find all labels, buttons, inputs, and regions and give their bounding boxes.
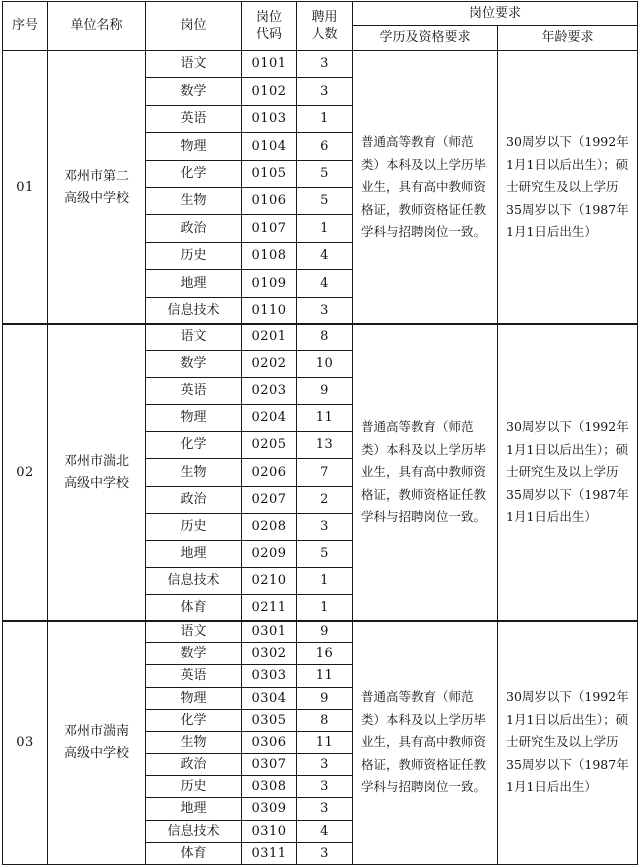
- position-code-cell: [241, 132, 297, 161]
- position-cell: [145, 323, 242, 351]
- hire-count-cell: [296, 620, 353, 643]
- unit-name-line1: 邓州市湍南: [63, 723, 129, 739]
- position-name: 英语: [180, 668, 207, 683]
- hire-count: 3: [320, 83, 329, 99]
- position-cell: [145, 431, 242, 459]
- position-cell: [145, 594, 242, 622]
- position-name: 物理: [180, 410, 207, 425]
- position-cell: [145, 105, 242, 133]
- position-code-cell: [241, 160, 297, 188]
- unit-name-line2: 高级中学校: [63, 475, 129, 491]
- hire-count: 13: [315, 437, 334, 452]
- position-code: 0210: [251, 573, 287, 588]
- position-code-cell: [241, 214, 297, 243]
- hire-count: 11: [315, 668, 334, 683]
- hire-count: 1: [320, 600, 329, 615]
- position-name: 体育: [180, 845, 207, 861]
- position-name: 政治: [180, 492, 207, 507]
- hire-count-cell: [296, 820, 353, 843]
- position-code-cell: [241, 709, 297, 732]
- hire-count: 4: [320, 823, 329, 839]
- hire-count-cell: [296, 377, 353, 405]
- position-code: 0308: [251, 778, 287, 794]
- unit-name-line1: 邓州市第二: [63, 168, 129, 184]
- position-code-cell: [241, 297, 297, 325]
- position-name: 信息技术: [167, 573, 220, 588]
- position-code-cell: [241, 687, 297, 710]
- position-cell: [145, 77, 242, 106]
- hire-count-cell: [296, 486, 353, 514]
- hire-count-cell: [296, 350, 353, 378]
- seq-number: 01: [16, 179, 34, 195]
- position-code-cell: [241, 797, 297, 821]
- position-code: 0203: [251, 383, 287, 398]
- position-code: 0201: [251, 329, 287, 344]
- position-name: 数学: [180, 645, 207, 661]
- position-code-cell: [241, 458, 297, 487]
- position-name: 化学: [180, 166, 207, 181]
- position-code: 0301: [251, 623, 287, 639]
- hire-count-cell: [296, 458, 353, 487]
- hire-count: 3: [320, 778, 329, 794]
- hire-count-cell: [296, 567, 353, 595]
- position-cell: [145, 775, 242, 798]
- hire-count: 3: [320, 801, 329, 816]
- position-cell: [145, 50, 242, 78]
- position-name: 政治: [180, 756, 207, 772]
- hire-count-cell: [296, 513, 353, 541]
- age-requirement: [497, 323, 638, 622]
- hire-count-cell: [296, 323, 353, 351]
- hire-count: 1: [320, 220, 329, 236]
- position-code: 0303: [251, 668, 287, 683]
- position-name: 地理: [180, 546, 207, 561]
- position-name: 历史: [180, 248, 207, 263]
- position-code: 0304: [251, 690, 287, 706]
- hire-count-cell: [296, 431, 353, 459]
- position-cell: [145, 297, 242, 325]
- position-code-cell: [241, 775, 297, 798]
- header-count: 聘用 人数: [296, 1, 353, 51]
- position-code-cell: [241, 664, 297, 688]
- position-cell: [145, 404, 242, 432]
- position-code: 0104: [251, 138, 287, 154]
- hire-count-cell: [296, 775, 353, 798]
- hire-count: 9: [320, 383, 329, 398]
- hire-count-cell: [296, 687, 353, 710]
- hire-count-cell: [296, 269, 353, 298]
- position-code-cell: [241, 620, 297, 643]
- hire-count: 6: [320, 138, 329, 154]
- position-code-cell: [241, 486, 297, 514]
- unit-name-line2: 高级中学校: [63, 190, 129, 206]
- position-name: 生物: [180, 464, 207, 480]
- hire-count: 9: [320, 690, 329, 706]
- position-code-cell: [241, 242, 297, 270]
- hire-count-cell: [296, 214, 353, 243]
- education-requirement: [352, 50, 498, 325]
- position-cell: [145, 797, 242, 821]
- hire-count: 7: [320, 464, 329, 480]
- position-code: 0305: [251, 712, 287, 728]
- education-requirement: [352, 323, 498, 622]
- age-text: 30周岁以下（1992年1月1日以后出生）；硕士研究生及以上学历35周岁以下（1987年1月1日后出生）: [506, 419, 629, 525]
- position-code-cell: [241, 350, 297, 378]
- position-name: 英语: [180, 111, 207, 126]
- position-cell: [145, 187, 242, 215]
- position-code-cell: [241, 431, 297, 459]
- position-code-cell: [241, 731, 297, 754]
- position-code: 0311: [251, 845, 287, 861]
- hire-count: 11: [315, 410, 334, 425]
- hire-count-cell: [296, 842, 353, 865]
- header-education: 学历及资格要求: [352, 25, 498, 51]
- age-text: 30周岁以下（1992年1月1日以后出生）；硕士研究生及以上学历35周岁以下（1987年1月1日后出生）: [506, 134, 629, 240]
- hire-count: 8: [320, 329, 329, 344]
- position-name: 体育: [180, 600, 207, 615]
- age-text: 30周岁以下（1992年1月1日以后出生）；硕士研究生及以上学历35周岁以下（1987年1月1日后出生）: [506, 689, 629, 795]
- position-name: 生物: [180, 734, 207, 750]
- position-code: 0109: [251, 275, 287, 291]
- education-requirement: [352, 620, 498, 865]
- hire-count-cell: [296, 664, 353, 688]
- position-name: 化学: [180, 712, 207, 728]
- position-name: 地理: [180, 275, 207, 291]
- header-unit: 单位名称: [47, 1, 146, 51]
- position-code: 0209: [251, 546, 287, 561]
- position-code: 0108: [251, 248, 287, 263]
- hire-count: 1: [320, 111, 329, 126]
- position-name: 语文: [180, 623, 207, 639]
- education-text: 普通高等教育（师范类）本科及以上学历毕业生，具有高中教师资格证，教师资格证任教学科与招聘岗位一致。: [361, 689, 487, 795]
- hire-count-cell: [296, 160, 353, 188]
- hire-count-cell: [296, 297, 353, 325]
- hire-count-cell: [296, 404, 353, 432]
- age-requirement: [497, 50, 638, 325]
- position-name: 语文: [180, 56, 207, 71]
- position-code-cell: [241, 377, 297, 405]
- position-name: 物理: [180, 690, 207, 706]
- position-name: 生物: [180, 193, 207, 208]
- position-code-cell: [241, 820, 297, 843]
- position-cell: [145, 242, 242, 270]
- position-cell: [145, 540, 242, 568]
- hire-count: 11: [315, 734, 334, 750]
- position-code: 0101: [251, 56, 287, 71]
- position-name: 信息技术: [167, 303, 220, 318]
- education-text: 普通高等教育（师范类）本科及以上学历毕业生，具有高中教师资格证，教师资格证任教学科与招聘岗位一致。: [361, 134, 487, 240]
- position-cell: [145, 567, 242, 595]
- hire-count: 3: [320, 56, 329, 71]
- position-code-cell: [241, 842, 297, 865]
- unit-name: [47, 50, 146, 325]
- position-code-cell: [241, 513, 297, 541]
- group-seq: [2, 323, 48, 622]
- hire-count-cell: [296, 187, 353, 215]
- hire-count: 4: [320, 248, 329, 263]
- position-code: 0206: [251, 464, 287, 480]
- position-code: 0208: [251, 519, 287, 534]
- hire-count-cell: [296, 540, 353, 568]
- hire-count-cell: [296, 731, 353, 754]
- position-cell: [145, 160, 242, 188]
- group-seq: [2, 620, 48, 865]
- position-name: 地理: [180, 801, 207, 816]
- position-cell: [145, 642, 242, 665]
- hire-count-cell: [296, 642, 353, 665]
- position-code: 0102: [251, 83, 287, 99]
- hire-count: 16: [315, 645, 334, 661]
- position-name: 英语: [180, 383, 207, 398]
- position-cell: [145, 687, 242, 710]
- hire-count: 5: [320, 166, 329, 181]
- hire-count: 10: [315, 356, 334, 371]
- position-cell: [145, 820, 242, 843]
- unit-name: [47, 620, 146, 865]
- hire-count-cell: [296, 753, 353, 776]
- position-cell: [145, 620, 242, 643]
- position-cell: [145, 664, 242, 688]
- hire-count-cell: [296, 132, 353, 161]
- position-code: 0307: [251, 756, 287, 772]
- position-code: 0309: [251, 801, 287, 816]
- position-code-cell: [241, 567, 297, 595]
- position-cell: [145, 753, 242, 776]
- position-name: 语文: [180, 329, 207, 344]
- position-cell: [145, 731, 242, 754]
- hire-count: 2: [320, 492, 329, 507]
- hire-count: 4: [320, 275, 329, 291]
- hire-count-cell: [296, 709, 353, 732]
- position-code-cell: [241, 642, 297, 665]
- position-code: 0306: [251, 734, 287, 750]
- position-cell: [145, 350, 242, 378]
- unit-name: [47, 323, 146, 622]
- education-text: 普通高等教育（师范类）本科及以上学历毕业生，具有高中教师资格证，教师资格证任教学科与招聘岗位一致。: [361, 419, 487, 525]
- position-cell: [145, 842, 242, 865]
- position-code: 0302: [251, 645, 287, 661]
- position-code: 0205: [251, 437, 287, 452]
- hire-count: 3: [320, 756, 329, 772]
- position-code: 0107: [251, 220, 287, 236]
- position-cell: [145, 709, 242, 732]
- hire-count: 5: [320, 546, 329, 561]
- position-code-cell: [241, 187, 297, 215]
- header-age: 年龄要求: [497, 25, 638, 51]
- header-requirements: 岗位要求: [352, 1, 638, 26]
- position-name: 信息技术: [167, 823, 220, 839]
- recruitment-table: [2, 1, 638, 864]
- position-name: 化学: [180, 437, 207, 452]
- position-code-cell: [241, 540, 297, 568]
- position-name: 物理: [180, 138, 207, 154]
- hire-count-cell: [296, 594, 353, 622]
- header-position: 岗位: [145, 1, 242, 51]
- position-code: 0106: [251, 193, 287, 208]
- position-code: 0211: [251, 600, 287, 615]
- position-code-cell: [241, 323, 297, 351]
- position-name: 数学: [180, 356, 207, 371]
- position-code: 0204: [251, 410, 287, 425]
- position-code: 0103: [251, 111, 287, 126]
- seq-number: 03: [16, 734, 34, 750]
- position-code-cell: [241, 50, 297, 78]
- hire-count: 8: [320, 712, 329, 728]
- hire-count: 9: [320, 623, 329, 639]
- age-requirement: [497, 620, 638, 865]
- position-cell: [145, 214, 242, 243]
- position-name: 数学: [180, 83, 207, 99]
- hire-count: 1: [320, 573, 329, 588]
- position-code: 0202: [251, 356, 287, 371]
- position-name: 历史: [180, 778, 207, 794]
- position-name: 政治: [180, 220, 207, 236]
- position-cell: [145, 132, 242, 161]
- position-code-cell: [241, 269, 297, 298]
- hire-count-cell: [296, 242, 353, 270]
- position-code-cell: [241, 77, 297, 106]
- position-code: 0105: [251, 166, 287, 181]
- unit-name-line2: 高级中学校: [63, 745, 129, 761]
- position-cell: [145, 377, 242, 405]
- position-code-cell: [241, 105, 297, 133]
- position-code-cell: [241, 594, 297, 622]
- position-name: 历史: [180, 519, 207, 534]
- position-code-cell: [241, 404, 297, 432]
- header-seq: 序号: [2, 1, 48, 51]
- hire-count-cell: [296, 77, 353, 106]
- group-seq: [2, 50, 48, 325]
- header-code: 岗位 代码: [241, 1, 297, 51]
- hire-count-cell: [296, 797, 353, 821]
- hire-count: 3: [320, 303, 329, 318]
- position-code: 0110: [251, 303, 287, 318]
- hire-count: 3: [320, 519, 329, 534]
- hire-count: 3: [320, 845, 329, 861]
- position-code: 0207: [251, 492, 287, 507]
- position-cell: [145, 486, 242, 514]
- unit-name-line1: 邓州市湍北: [63, 453, 129, 469]
- position-cell: [145, 513, 242, 541]
- seq-number: 02: [16, 464, 34, 480]
- hire-count: 5: [320, 193, 329, 208]
- position-cell: [145, 269, 242, 298]
- hire-count-cell: [296, 105, 353, 133]
- position-code: 0310: [251, 823, 287, 839]
- position-code-cell: [241, 753, 297, 776]
- position-cell: [145, 458, 242, 487]
- hire-count-cell: [296, 50, 353, 78]
